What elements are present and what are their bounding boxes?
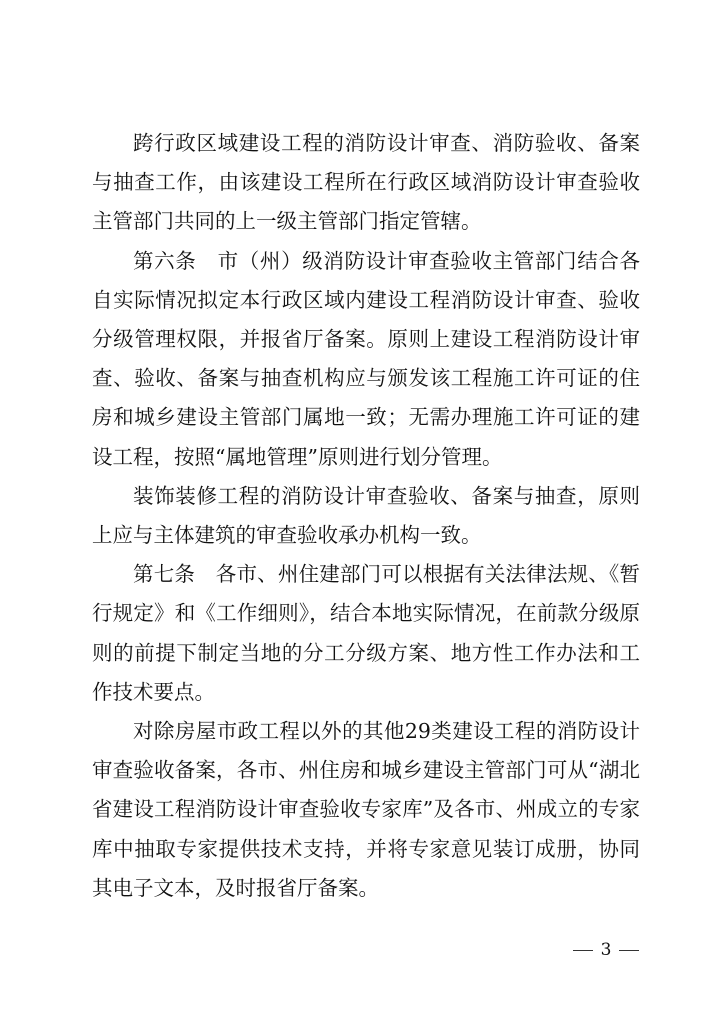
right-dash (619, 950, 639, 951)
page-number-value: 3 (600, 940, 612, 960)
left-dash (573, 950, 593, 951)
paragraph-decoration: 装饰装修工程的消防设计审查验收、备案与抽查，原则上应与主体建筑的审查验收承办机构一致。 (92, 483, 640, 548)
paragraph-article-7: 第七条 各市、州住建部门可以根据有关法律法规、《暂行规定》和《工作细则》，结合本地实际情况，在前款分级原则的前提下制定当地的分工分级方案、地方性工作办法和工作技术要点。 (92, 562, 640, 704)
paragraph-expert-library: 对除房屋市政工程以外的其他29类建设工程的消防设计审查验收备案，各市、州住房和城乡建设主管部门可从“湖北省建设工程消防设计审查验收专家库”及各市、州成立的专家库中抽取专家提供技术支持，并将专家意见装订成册，协同其电子文本，及时报省厅备案。 (92, 719, 640, 900)
body-text (92, 124, 640, 908)
paragraph-article-6: 第六条 市（州）级消防设计审查验收主管部门结合各自实际情况拟定本行政区域内建设工程消防设计审查、验收分级管理权限，并报省厅备案。原则上建设工程消防设计审查、验收、备案与抽查机构应与颁发该工程施工许可证的住房和城乡建设主管部门属地一致；无需办理施工许可证的建设工程，按照“属地管理”原则进行划分管理。 (92, 248, 640, 469)
page-number (566, 938, 646, 962)
paragraph-jurisdiction: 跨行政区域建设工程的消防设计审查、消防验收、备案与抽查工作，由该建设工程所在行政区域消防设计审查验收主管部门共同的上一级主管部门指定管辖。 (92, 131, 640, 234)
